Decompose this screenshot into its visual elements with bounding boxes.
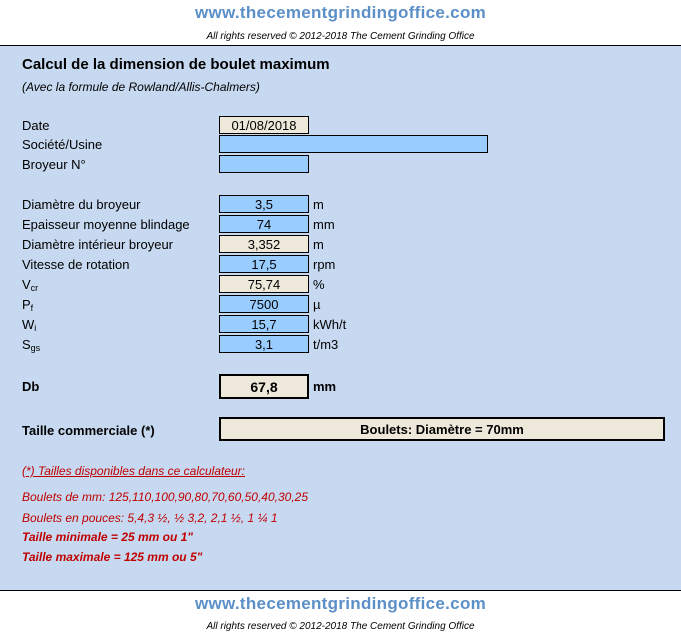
param-label-wi: $W_i$: [22, 317, 37, 333]
result-unit: mm: [313, 379, 337, 394]
notes-min-size: Taille minimale = 25 mm ou 1": [22, 530, 193, 544]
company-field[interactable]: [219, 135, 488, 153]
mill-label: Broyeur N°: [22, 157, 86, 172]
calculator-panel: [0, 46, 681, 590]
site-url[interactable]: www.thecementgrindingoffice.com: [194, 594, 487, 613]
param-unit: t/m3: [313, 337, 339, 352]
param-unit: m: [313, 237, 324, 252]
param-unit: %: [313, 277, 325, 292]
param-label-inner-diameter: Diamètre intérieur broyeur: [22, 237, 174, 252]
param-label-liner-thickness: Epaisseur moyenne blindage: [22, 217, 190, 232]
copyright: All rights reserved © 2012-2018 The Cement Grinding Office: [206, 621, 475, 632]
param-value-wi[interactable]: 15,7: [219, 315, 309, 333]
notes-mm-sizes: Boulets de mm: 125,110,100,90,80,70,60,50,40,30,25: [22, 490, 308, 504]
commercial-label: Taille commerciale (*): [22, 423, 155, 438]
date-value[interactable]: 01/08/2018: [219, 116, 309, 134]
param-label-pf: $P_f$: [22, 297, 34, 313]
notes-max-size: Taille maximale = 125 mm ou 5": [22, 550, 203, 564]
param-value-rotation-speed[interactable]: 17,5: [219, 255, 309, 273]
param-label-mill-diameter: Diamètre du broyeur: [22, 197, 141, 212]
company-label: Société/Usine: [22, 137, 103, 152]
commercial-value: Boulets: Diamètre = 70mm: [219, 417, 665, 441]
date-label: Date: [22, 118, 50, 133]
param-value-vcr: 75,74: [219, 275, 309, 293]
param-value-sgs[interactable]: 3,1: [219, 335, 309, 353]
param-label-rotation-speed: Vitesse de rotation: [22, 257, 130, 272]
copyright: All rights reserved © 2012-2018 The Cement Grinding Office: [206, 31, 475, 42]
param-label-vcr: $V_{cr}$: [22, 277, 39, 293]
site-url[interactable]: www.thecementgrindingoffice.com: [194, 3, 487, 22]
result-value: 67,8: [219, 374, 309, 399]
notes-inch-sizes: Boulets en pouces: 5,4,3 ½, ½ 3,2, 2,1 ½, 1 ¼ 1: [22, 511, 278, 525]
mill-field[interactable]: [219, 155, 309, 173]
param-value-inner-diameter: 3,352: [219, 235, 309, 253]
param-unit: kWh/t: [313, 317, 347, 332]
page-subtitle: (Avec la formule de Rowland/Allis-Chalmers): [22, 80, 260, 94]
param-unit: mm: [313, 217, 335, 232]
page-header: [0, 0, 681, 46]
param-value-mill-diameter[interactable]: 3,5: [219, 195, 309, 213]
param-unit: rpm: [313, 257, 336, 272]
param-unit: µ: [313, 297, 321, 312]
param-unit: m: [313, 197, 324, 212]
notes-heading: (*) Tailles disponibles dans ce calculateur:: [22, 464, 246, 478]
result-label: Db: [22, 379, 40, 394]
param-label-sgs: $S_{gs}$: [22, 337, 41, 353]
page-title: Calcul de la dimension de boulet maximum: [22, 56, 330, 73]
param-value-pf[interactable]: 7500: [219, 295, 309, 313]
param-value-liner-thickness[interactable]: 74: [219, 215, 309, 233]
page-footer: [0, 590, 681, 637]
